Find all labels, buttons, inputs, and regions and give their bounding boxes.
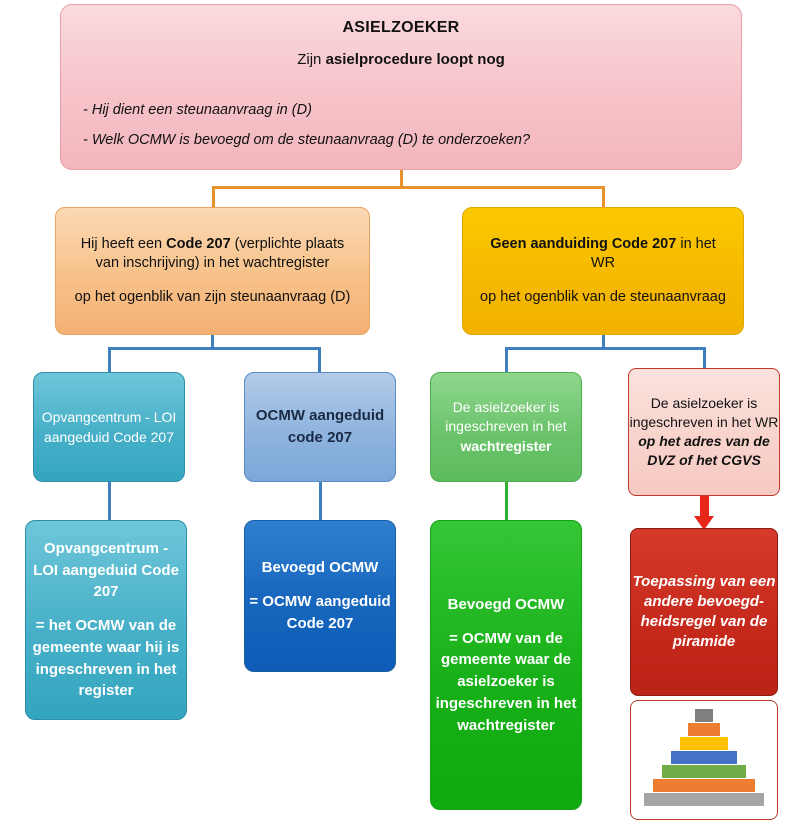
result-bevoegd-ocmw-body: = OCMW aangeduid Code 207 [249,593,391,632]
result-bevoegd-ocmw-title: Bevoegd OCMW [261,559,379,577]
code207-text-b: (verplichte plaats van inschrijving) in het wachtregister [95,235,345,272]
node-result-bevoegd-ocmw-wachtregister [430,520,582,810]
connector-left-bar [108,347,320,350]
node-asielzoeker-title: ASIELZOEKER [342,19,460,36]
node-code-207-line-1 [70,235,355,274]
connector-b-down [319,482,322,520]
node-code-207 [55,207,370,335]
node-ingeschreven-wachtregister [430,372,582,482]
result-opvangcentrum-title: Opvangcentrum - LOI aangeduid Code 207 [33,539,179,601]
pyramid-row-2 [688,723,720,737]
ingeschreven-text: De asielzoeker is ingeschreven in het [445,398,567,435]
connector-left-drop-a [108,347,111,372]
result-wachtregister-title: Bevoegd OCMW [447,595,565,613]
connector-a-down [108,482,111,520]
arrow-shaft [700,496,709,518]
node-asielzoeker [60,4,742,170]
geen-code207-text: in het WR [590,235,716,272]
node-result-bevoegd-ocmw-code207 [244,520,396,672]
connector-c-down [505,482,508,520]
node-geen-code-207 [462,207,744,335]
node-asielzoeker-bullet-2: - Welk OCMW is bevoegd om de steunaanvraag (D) te onderzoeken? [83,132,531,148]
subtitle-bold: asielprocedure loopt nog [325,51,505,68]
node-result-opvangcentrum [25,520,187,720]
connector-top-right-drop [602,186,605,207]
ingeschreven-bold: wachtregister [460,437,552,454]
subtitle-prefix: Zijn [297,51,326,68]
connector-left-drop-b [318,347,321,372]
pyramid-row-4 [671,751,737,765]
connector-top-left-drop [212,186,215,207]
pyramid-row-1 [695,709,713,723]
node-geen-code-207-line-1 [477,235,729,274]
node-ingeschreven-dvz-cgvs [628,368,780,496]
connector-right-drop-c [505,347,508,372]
node-ocmw-aangeduid: OCMW aangeduid code 207 [244,372,396,482]
result-wachtregister-body: = OCMW van de gemeente waar de asielzoeker is ingeschreven in het wachtregister [435,629,577,734]
node-asielzoeker-subtitle [79,51,723,68]
dvz-text: De asielzoeker is ingeschreven in het WR [629,395,779,431]
connector-top-bar [212,186,604,189]
connector-right-drop-d [703,347,706,368]
node-opvangcentrum-loi: Opvangcentrum - LOI aangeduid Code 207 [33,372,185,482]
result-opvangcentrum-body: = het OCMW van de gemeente waar hij is ingeschreven in het register [32,617,180,700]
pyramid-row-6 [653,779,755,793]
code207-text-bold: Code 207 [166,235,231,252]
pyramid-row-5 [662,765,746,779]
node-result-andere-bevoegdheidsregel: Toepassing van een andere bevoegd-heidsregel van de piramide [630,528,778,696]
code207-text-a: Hij heeft een [80,235,167,252]
arrow-red-down [694,496,714,530]
pyramid-image [630,700,778,820]
node-asielzoeker-bullet-1: - Hij dient een steunaanvraag in (D) [83,102,312,118]
pyramid-row-3 [680,737,728,751]
connector-right-bar [505,347,705,350]
pyramid-row-7 [644,793,764,807]
node-code-207-line-2: op het ogenblik van zijn steunaanvraag (D) [74,288,351,305]
geen-code207-bold: Geen aanduiding Code 207 [490,235,677,252]
node-geen-code-207-line-2: op het ogenblik van de steunaanvraag [480,288,726,305]
dvz-bold-italic: op het adres van de DVZ of het CGVS [638,433,770,468]
